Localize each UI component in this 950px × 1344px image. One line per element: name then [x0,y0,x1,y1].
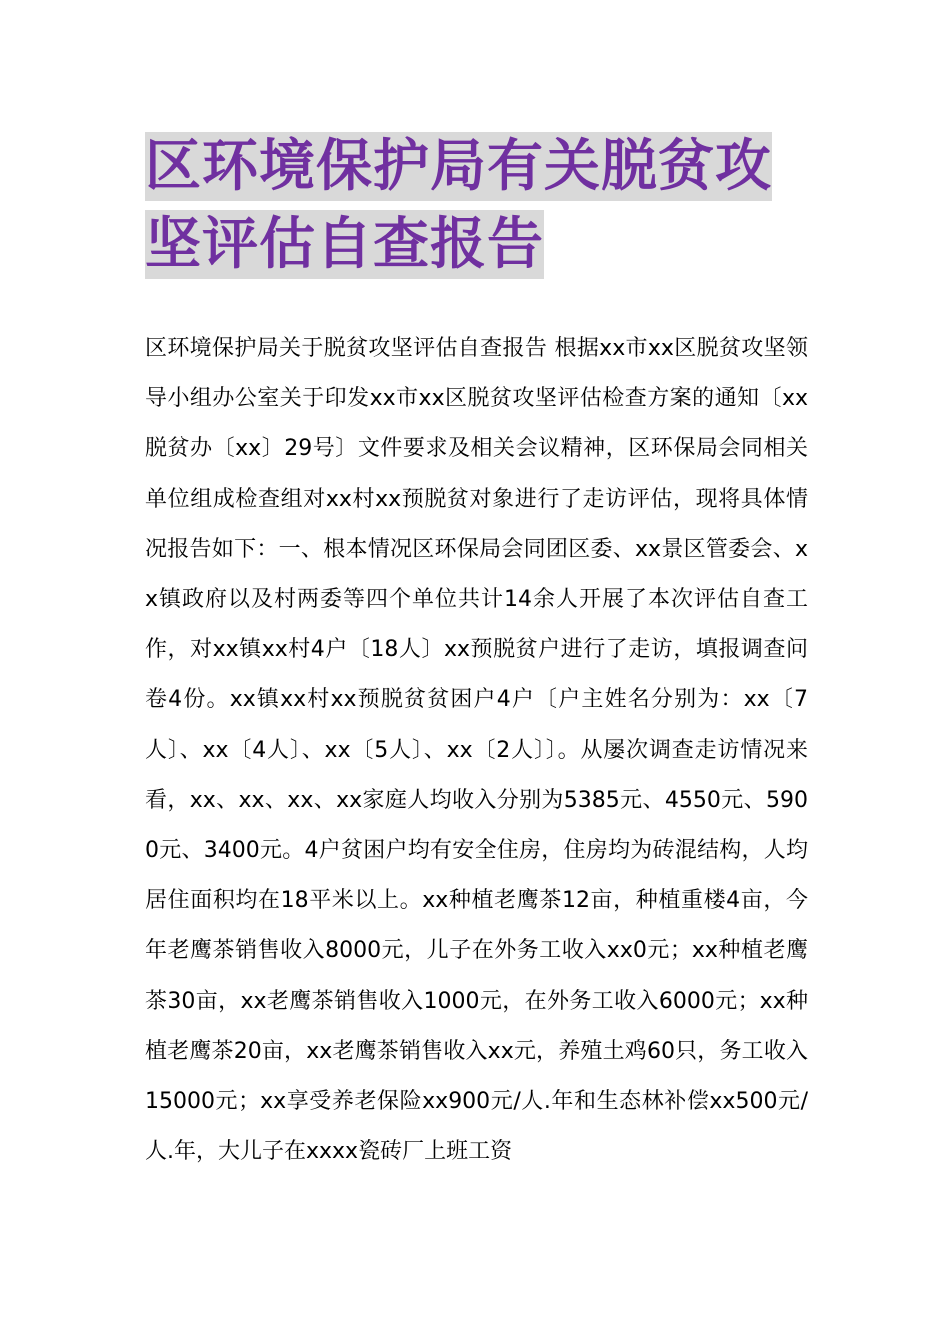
document-title [145,128,815,284]
document-body-paragraph: 区环境保护局关于脱贫攻坚评估自查报告 根据xx市xx区脱贫攻坚领导小组办公室关于印发xx市xx区脱贫攻坚评估检查方案的通知〔xx脱贫办〔xx〕29号〕文件要求及相关会议精神，区环保局会同相关单位组成检查组对xx村xx预脱贫对象进行了走访评估，现将具体情况报告如下：一、根本情况区环保局会同团区委、xx景区管委会、xx镇政府以及村两委等四个单位共计14余人开展了本次评估自查工作，对xx镇xx村4户〔18人〕xx预脱贫户进行了走访，填报调查问卷4份。xx镇xx村xx预脱贫贫困户4户〔户主姓名分别为：xx〔7人〕、xx〔4人〕、xx〔5人〕、xx〔2人〕〕。从屡次调查走访情况来看，xx、xx、xx、xx家庭人均收入分别为5385元、4550元、5900元、3400元。4户贫困户均有安全住房，住房均为砖混结构，人均居住面积均在18平米以上。xx种植老鹰茶12亩，种植重楼4亩，今年老鹰茶销售收入8000元，儿子在外务工收入xx0元；xx种植老鹰茶30亩，xx老鹰茶销售收入1000元，在外务工收入6000元；xx种植老鹰茶20亩，xx老鹰茶销售收入xx元，养殖土鸡60只，务工收入15000元；xx享受养老保险xx900元/人.年和生态林补偿xx500元/人.年，大儿子在xxxx瓷砖厂上班工资 [145,336,808,1165]
document-title-text: 区环境保护局有关脱贫攻坚评估自查报告 [145,134,772,277]
